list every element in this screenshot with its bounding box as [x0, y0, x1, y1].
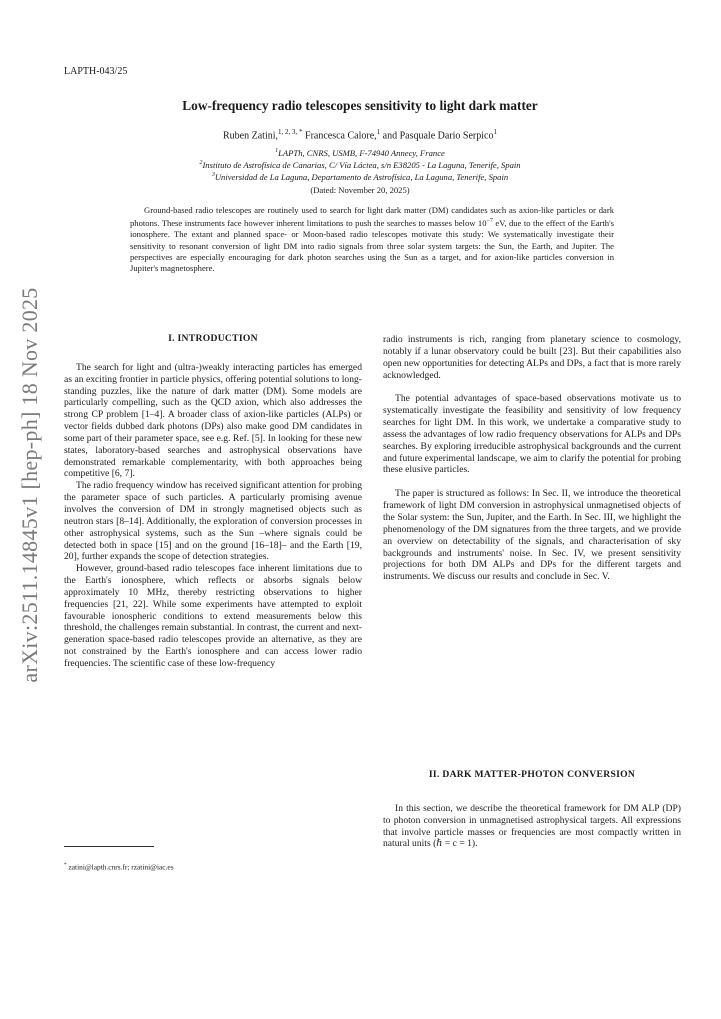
author-zatini: Ruben Zatini,: [223, 130, 279, 142]
left-column: [64, 333, 362, 670]
abstract-text-2: eV, due to the effect of the Earth's ionosphere. The extant and planned space- or Moon-based radio telescopes motivate this study: We systematically investigate their sensitivity to resonant conversion of light DM into radio signals from three solar system targets: the Sun, the Earth, and Jupiter. The perspectives are especially encouraging for dark photon searches using the Sun as a target, and for axion-like particles conversion in Jupiter's magnetosphere.: [130, 218, 614, 274]
abstract-text-1: Ground-based radio telescopes are routinely used to search for light dark matter (DM) candidates such as axion-like particles or dark photons. These instruments face however inherent limitations to push the searches to masses below 10: [130, 205, 614, 229]
affiliation-text: Instituto de Astrofísica de Canarias, C/ Vía Láctea, s/n E38205 - La Laguna, Tenerife, Spain: [202, 160, 521, 170]
author-serpico: and Pasquale Dario Serpico: [380, 130, 494, 142]
intro-paragraph-2: The radio frequency window has received significant attention for probing the parameter space of such particles. A particularly promising avenue involves the conversion of DM in strongly magnetised objects such as neutron stars [8–14]. Additionally, the exploration of conversion processes in other astrophysical systems, such as the Sun –where signals could be detected both in space [15] and on the ground [16–18]– and the Earth [19, 20], further expands the scope of detection strategies.: [64, 480, 362, 563]
author-serpico-affil: 1: [493, 128, 497, 136]
abstract: [130, 205, 614, 275]
right-column-bottom: [383, 769, 681, 850]
affiliation-3: [60, 172, 660, 182]
intro-paragraph-1: The search for light and (ultra-)weakly interacting particles has emerged as an exciting frontier in particle physics, offering potential solutions to long-standing puzzles, like the nature of dark matter (DM). Some models are particularly compelling, such as the QCD axion, which also addresses the strong CP problem [1–4]. A broader class of axion-like particles (ALPs) or vector fields dubbed dark photons (DPs) also make good DM candidates in some part of their parameter space, see e.g. Ref. [5]. In looking for these new states, laboratory-based searches and astrophysical observations have demonstrated remarkable complementarity, with both approaches being competitive [6, 7].: [64, 361, 362, 480]
author-calore: Francesca Calore,: [302, 130, 377, 142]
intro-paragraph-3: However, ground-based radio telescopes face inherent limitations due to the Earth's ionosphere, which reflects or absorbs signals below approximately 10 MHz, thereby restricting observations to higher frequencies [21, 22]. While some experiments have attempted to exploit favourable ionospheric conditions to extend measurements below this threshold, the challenges remain substantial. In contrast, the current and next-generation space-based radio telescopes provide an alternative, as they are not constrained by the Earth's ionosphere and can access lower radio frequencies. The scientific case of these low-frequency: [64, 563, 362, 669]
arxiv-identifier-text: arXiv:2511.14845v1 [hep-ph] 18 Nov 2025: [17, 287, 42, 683]
author-calore-affil: 1: [376, 128, 381, 136]
dated-line: (Dated: November 20, 2025): [310, 185, 410, 195]
section2-paragraph-1: In this section, we describe the theoretical framework for DM ALP (DP) to photon conversion in unmagnetised astrophysical targets. All expressions that involve particle masses or frequencies are most compactly written in natural units (ℏ = c = 1).: [383, 802, 681, 850]
abstract-exponent: −7: [486, 218, 493, 225]
arxiv-identifier: [10, 287, 50, 683]
intro-paragraph-4: radio instruments is rich, ranging from planetary science to cosmology, notably if a lunar observatory could be built [23]. But their capabilities also open new opportunities for detecting ALPs and DPs, a fact that is more rarely acknowledged.: [383, 334, 681, 381]
footnote-email: zatini@lapth.cnrs.fr; rzatini@iac.es: [68, 862, 174, 872]
affiliation-mark: 2: [199, 160, 203, 167]
right-column-top: [383, 334, 681, 583]
paper-title: Low-frequency radio telescopes sensitivity to light dark matter: [182, 98, 538, 113]
affiliation-mark: 3: [211, 172, 215, 179]
affiliation-mark: 1: [275, 148, 279, 155]
section-heading-dm-photon-conversion: II. DARK MATTER-PHOTON CONVERSION: [428, 769, 636, 780]
footnote-divider: [64, 846, 154, 847]
intro-paragraph-5: The potential advantages of space-based observations motivate us to systematically investigate the feasibility and sensitivity of low frequency searches for light DM. In this work, we undertake a comparative study to assess the advantages of low radio frequency observations for ALPs and DPs searches. By exploring irreducible astrophysical backgrounds and the current and future experimental landscape, we aim to clarify the potential for probing these elusive particles.: [383, 393, 681, 476]
intro-paragraph-6: The paper is structured as follows: In Sec. II, we introduce the theoretical framework of light DM conversion in astrophysical unmagnetised objects of the Solar system: the Sun, Jupiter, and the Earth. In Sec. III, we highlight the phenomenology of the DM signatures from the three targets, and we provide an overview on detectability of the signals, and characterisation of sky backgrounds and instruments' noise. In Sec. IV, we present sensitivity projections for both DM ALPs and DPs for the different targets and instruments. We discuss our results and conclude in Sec. V.: [383, 488, 681, 583]
footnote-mark: *: [64, 862, 67, 868]
affiliation-1: [60, 148, 660, 158]
author-list: [60, 128, 660, 141]
author-zatini-affil: 1, 2, 3, *: [278, 128, 303, 136]
affiliation-text: LAPTh, CNRS, USMB, F-74940 Annecy, France: [278, 148, 445, 158]
footnote: [64, 862, 174, 871]
section-heading-introduction: I. INTRODUCTION: [168, 333, 258, 344]
affiliation-text: Universidad de La Laguna, Departamento de Astrofísica, La Laguna, Tenerife, Spain: [214, 172, 509, 182]
affiliation-2: [60, 160, 660, 170]
report-number: LAPTH-043/25: [64, 66, 128, 77]
